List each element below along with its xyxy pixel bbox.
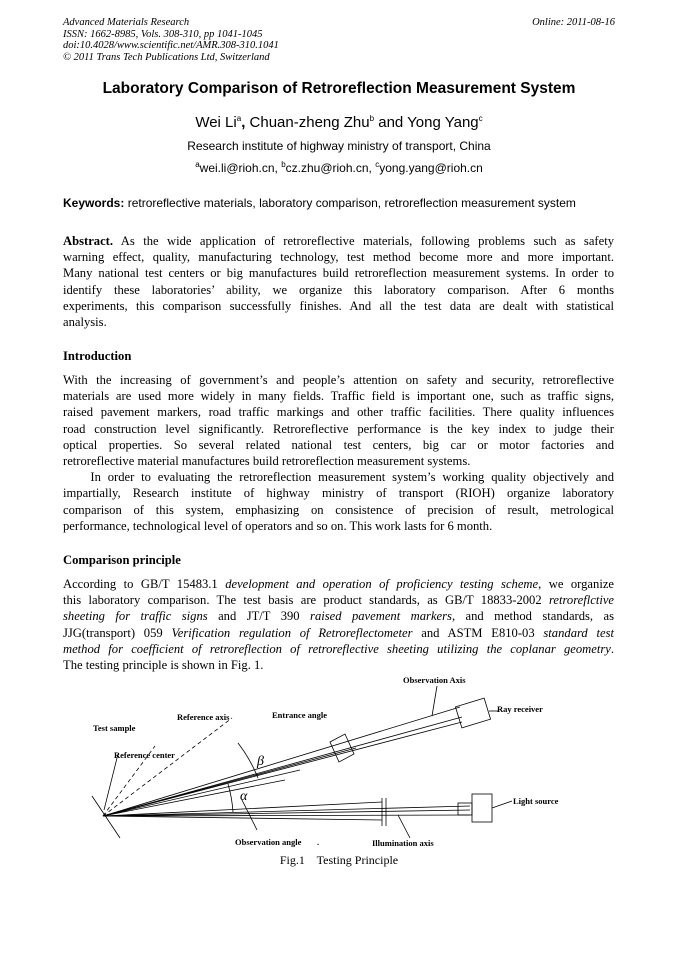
doi-line: doi:10.4028/www.scientific.net/AMR.308-310.1041 [63, 40, 279, 51]
test-sample-label: Test sample [93, 723, 136, 733]
principle-italic: sheeting for traffic signs [63, 609, 208, 624]
introduction-heading: Introduction [63, 349, 132, 363]
email-2: cz.zhu@rioh.cn, [285, 161, 376, 175]
intro-line: impartially, Research institute of highway ministry of transport (RIOH) organize laboratory [63, 486, 614, 501]
principle-italic: Verification regulation of Retroreflectometer [171, 625, 413, 640]
abstract [63, 233, 614, 330]
author-sep-1: , [241, 114, 250, 131]
journal-name: Advanced Materials Research [63, 17, 190, 28]
reference-center-label: Reference center [114, 750, 175, 760]
reference-axis-label: Reference axis [177, 712, 230, 722]
principle-italic: development and operation of proficiency testing scheme [225, 577, 539, 591]
author-sep-2: and [374, 114, 408, 131]
intro-line: performance, technological level of operators and so on. This work lasts for 6 month. [63, 518, 493, 533]
illumination-axis-label: Illumination axis [372, 838, 434, 848]
beta-symbol: β [257, 754, 264, 769]
intro-line: raised pavement markers, road traffic markings and other traffic facilities. There quality influences [63, 405, 614, 420]
email-line [0, 160, 678, 175]
journal-header [63, 17, 279, 63]
intro-line: comparison of this system, emphasizing on consistence of precision of result, metrological [63, 502, 614, 517]
intro-line: With the increasing of government’s and people’s attention on safety and security, retroreflective [63, 373, 614, 387]
email-1-sup: a [195, 160, 200, 169]
copyright-line: © 2011 Trans Tech Publications Ltd, Switzerland [63, 51, 270, 63]
abstract-line [63, 233, 614, 249]
affiliation: Research institute of highway ministry of transport, China [187, 139, 491, 153]
observation-axis-label: Observation Axis [403, 675, 466, 685]
author-2-sup: b [369, 114, 375, 123]
principle-line [63, 608, 614, 624]
light-source-box [458, 803, 472, 815]
beta-arc [238, 743, 258, 778]
intro-line: In order to evaluating the retroreflection measurement system’s working quality objectively and [63, 470, 614, 485]
abstract-label: Abstract. [63, 234, 114, 248]
email-1: wei.li@rioh.cn, [199, 161, 282, 175]
intro-line: materials are used more widely in many fields. Traffic field is important one, such as traffic signs, [63, 389, 614, 404]
principle-text: , we organize [538, 577, 614, 591]
issn-line: ISSN: 1662-8985, Vols. 308-310, pp 1041-1045 [63, 28, 263, 40]
principle-text: According to GB/T 15483.1 [63, 577, 226, 591]
online-date: Online: 2011-08-16 [532, 17, 615, 28]
entrance-angle-label: Entrance angle [272, 710, 328, 720]
principle-line [63, 576, 614, 592]
intro-line: optical properties. So several related national test centers, big car or motor factories and [63, 437, 614, 452]
author-3-sup: c [478, 114, 483, 123]
principle-italic: standard test [543, 625, 614, 640]
principle-text: JJG(transport) 059 [63, 625, 172, 640]
intro-line: retroreflective material manufactures build retroreflection measurement systems. [63, 454, 471, 469]
principle-body [63, 576, 614, 673]
keywords [63, 196, 623, 210]
figure-dot: . [317, 837, 320, 847]
testing-principle-figure [0, 670, 678, 855]
keywords-text: retroreflective materials, laboratory comparison, retroreflection measurement system [124, 196, 576, 210]
author-1-sup: a [236, 114, 242, 123]
email-2-sup: b [281, 160, 286, 169]
principle-text: , and method standards, as [451, 609, 614, 624]
light-source-label: Light source [513, 796, 559, 806]
abstract-line: experiments, this comparison successfully finishes. And all the test data are dealt with statistical [63, 298, 614, 313]
principle-heading: Comparison principle [63, 553, 181, 567]
author-line [0, 114, 678, 131]
observation-axis-line [103, 707, 460, 816]
figure-caption: Fig.1 Testing Principle [279, 853, 399, 867]
alpha-symbol: α [240, 789, 248, 804]
email-3-sup: c [375, 160, 380, 169]
principle-text: and JT/T 390 [207, 609, 311, 624]
author-3: Yong Yang [407, 114, 479, 131]
light-source-housing [472, 794, 492, 822]
abstract-line: Many national test centers or big manufactures build retroreflection measurement systems. In order to [63, 266, 614, 281]
abstract-line: warning effect, quality, manufacturing technology, test method become more and more important. [63, 250, 614, 265]
author-2: Chuan-zheng Zhu [249, 114, 370, 131]
intro-line: road construction level significantly. Retroreflective performance is the key index to judge their [63, 421, 614, 436]
principle-italic: method for coefficient of retroreflection of retroreflective sheeting utilizing the coplanar geometry [63, 641, 611, 656]
principle-text: this laboratory comparison. The test basis are product standards, as GB/T 18833-2002 [63, 593, 549, 608]
ray-receiver-label: Ray receiver [497, 704, 543, 714]
introduction-body [63, 372, 614, 534]
observation-angle-label: Observation angle [235, 837, 302, 847]
principle-text: . [610, 641, 614, 656]
principle-line [63, 641, 614, 657]
alpha-arc [228, 784, 233, 812]
paper-title: Laboratory Comparison of Retroreflection Measurement System [102, 80, 576, 97]
abstract-text: As the wide application of retroreflective materials, following problems such as safety [113, 234, 614, 248]
principle-italic: raised pavement markers [310, 609, 452, 624]
principle-line [63, 592, 614, 608]
abstract-line: identify these laboratories’ ability, we organize this laboratory comparison. After 6 months [63, 282, 614, 297]
keywords-label: Keywords: [63, 196, 125, 210]
ray-receiver-box [455, 698, 490, 728]
principle-text: and ASTM E810-03 [412, 625, 544, 640]
principle-line [63, 625, 614, 641]
abstract-line: analysis. [63, 315, 107, 330]
principle-line: The testing principle is shown in Fig. 1. [63, 658, 264, 673]
author-1: Wei Li [195, 114, 237, 131]
principle-italic: retroreflctive [548, 593, 614, 608]
email-3: yong.yang@rioh.cn [379, 161, 483, 175]
